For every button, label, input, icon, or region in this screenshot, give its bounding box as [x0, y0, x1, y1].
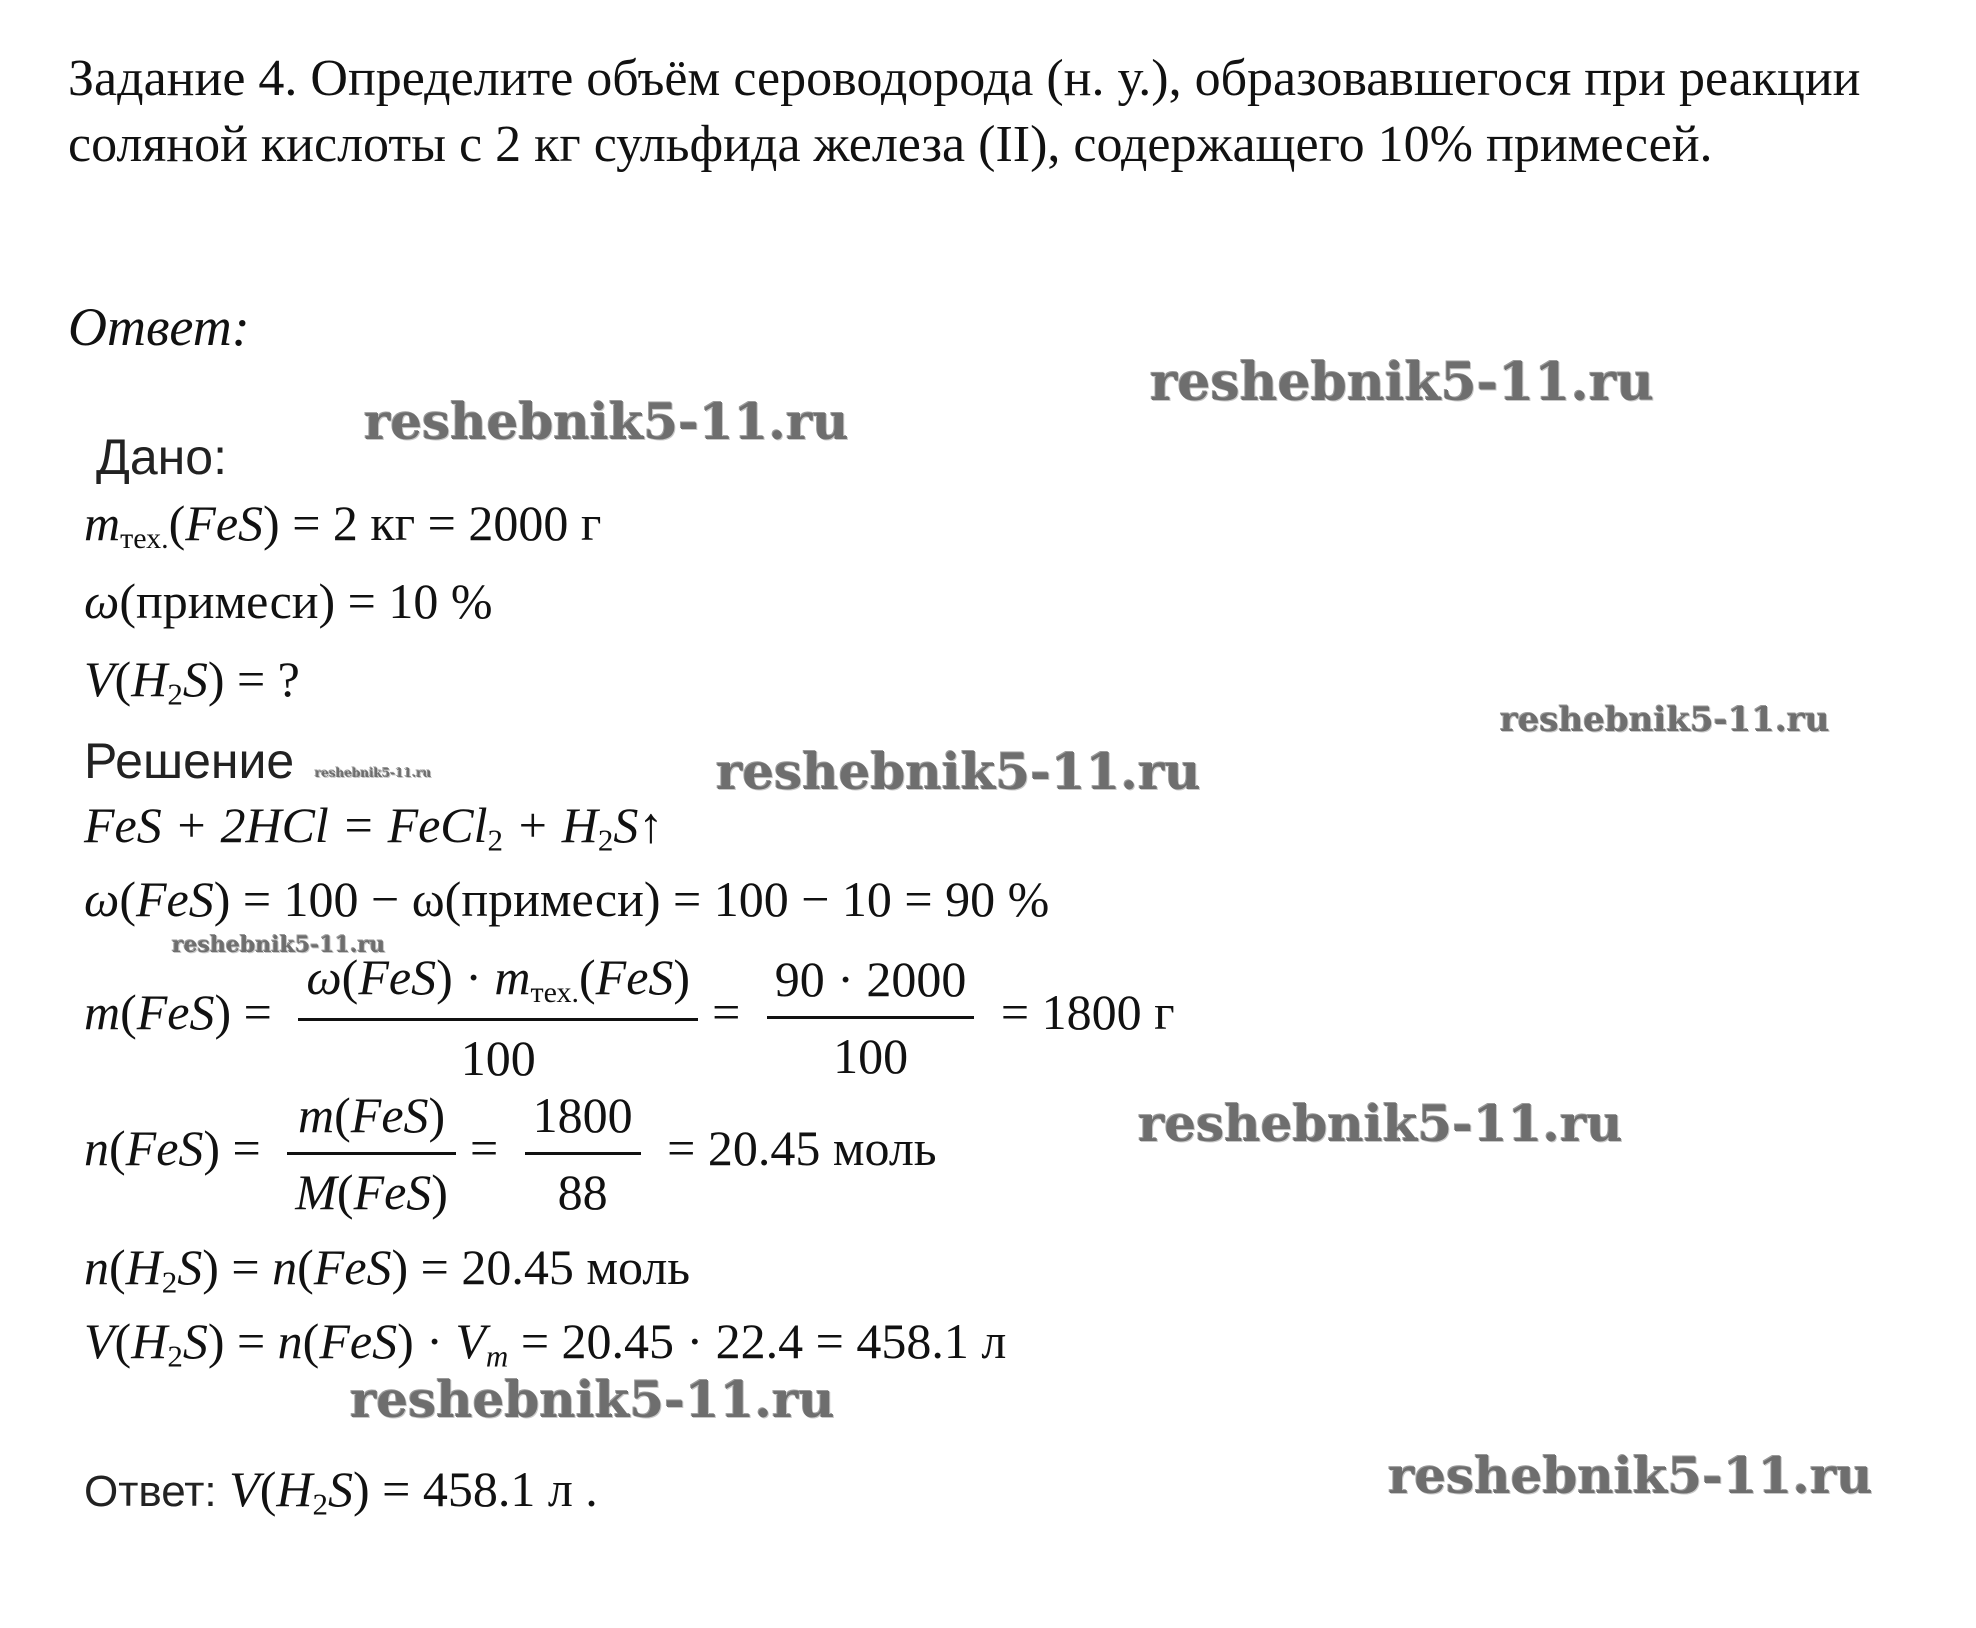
- moles-den2: 88: [557, 1164, 608, 1220]
- watermark: reshebnik5-11.ru: [1138, 1094, 1623, 1153]
- reaction-lhs: FeS + 2HCl = FeCl: [84, 797, 488, 853]
- impurity-value: = 10 %: [347, 573, 493, 629]
- omega-mid: = 100 − ω(: [242, 871, 462, 927]
- mass-numeric-fraction: [767, 950, 975, 1085]
- given-unknown-line: $V(H_2S)$ = ?: [84, 651, 300, 712]
- moles-result: = 20.45 моль: [667, 1119, 937, 1176]
- moles-numeric-fraction: [525, 1086, 641, 1221]
- tex-subscript: тех.: [120, 522, 169, 555]
- volume-value: = 20.45 · 22.4 = 458.1 л: [520, 1313, 1007, 1369]
- watermark: reshebnik5-11.ru: [1500, 700, 1830, 740]
- omega-fes-line: ω(FeS) = 100 − ω(примеси) = 100 − 10 = 90 %: [84, 871, 1050, 927]
- task-statement: Задание 4. Определите объём сероводорода (н. у.), образовавшегося при реакции соляной кислоты с 2 кг сульфида железа (II), содержащего 10% примесей.: [68, 50, 1861, 173]
- watermark: reshebnik5-11.ru: [716, 742, 1201, 801]
- watermark: reshebnik5-11.ru: [1388, 1446, 1873, 1505]
- watermark: reshebnik5-11.ru: [172, 932, 386, 958]
- given-impurity-line: ω(примеси) = 10 %: [84, 573, 493, 629]
- final-answer-value: = 458.1 л .: [382, 1461, 598, 1517]
- omega-word: примеси: [461, 871, 644, 927]
- impurity-word: примеси: [135, 573, 319, 629]
- moles-num2: 1800: [532, 1087, 633, 1143]
- mass-num2: 90 · 2000: [774, 951, 967, 1007]
- volume-line: $V(H_2S) = n(FeS) \cdot V_m = 20.45 \cdot 22.4 = 458.1$ л: [84, 1313, 1007, 1374]
- solution-label: Решение: [84, 733, 295, 789]
- given-label: Дано:: [96, 429, 227, 485]
- watermark: reshebnik5-11.ru: [350, 1370, 835, 1429]
- reaction-rhs: + H: [503, 797, 598, 853]
- reaction-equation: FeS + 2HCl = FeCl$_2$ + $H_2S↑$: [84, 797, 664, 858]
- omega-tail: ) = 100 − 10 = 90 %: [643, 871, 1050, 927]
- mass-den2: 100: [833, 1028, 909, 1084]
- given-mass-line: mтех.(FeS) = 2 кг = 2000 г: [84, 495, 602, 555]
- unknown-value: = ?: [236, 651, 300, 707]
- watermark: reshebnik5-11.ru: [364, 392, 849, 451]
- answer-heading: Ответ:: [68, 297, 250, 357]
- mass-den: 100: [460, 1030, 536, 1086]
- final-answer-label: Ответ:: [84, 1467, 217, 1516]
- watermark: reshebnik5-11.ru: [315, 766, 432, 780]
- mass-result: = 1800 г: [1000, 983, 1175, 1040]
- moles-fes-line: n(FeS) = $\frac{\text{m(FeS)}}{\text{M(FeS)}}$ = $\frac{1800}{88}$ = 20.45 моль: [84, 1087, 937, 1220]
- moles-h2s-value: = 20.45 моль: [420, 1239, 691, 1295]
- final-answer-line: Ответ: $V(H_2S) = 458.1$ л .: [84, 1461, 598, 1522]
- moles-fraction: $\frac{\text{m(FeS)}}{\text{M(FeS)}}$: [287, 1086, 456, 1221]
- moles-h2s-line: $n(H_2S) = n(FeS) = 20.45$ моль: [84, 1239, 691, 1300]
- mass-fraction: $\frac{\text{ω(FeS) · mтех.(FeS)}}{100}$: [298, 948, 698, 1087]
- mass-fes-line: m(FeS) = $\frac{\text{ω(FeS) · mтех.(FeS)}}{100}$ = $\frac{90 \cdot 2000}{100}$ = 1800 г: [84, 949, 1175, 1086]
- given-mass-value: = 2 кг = 2000 г: [292, 495, 602, 551]
- watermark: reshebnik5-11.ru: [1150, 352, 1655, 413]
